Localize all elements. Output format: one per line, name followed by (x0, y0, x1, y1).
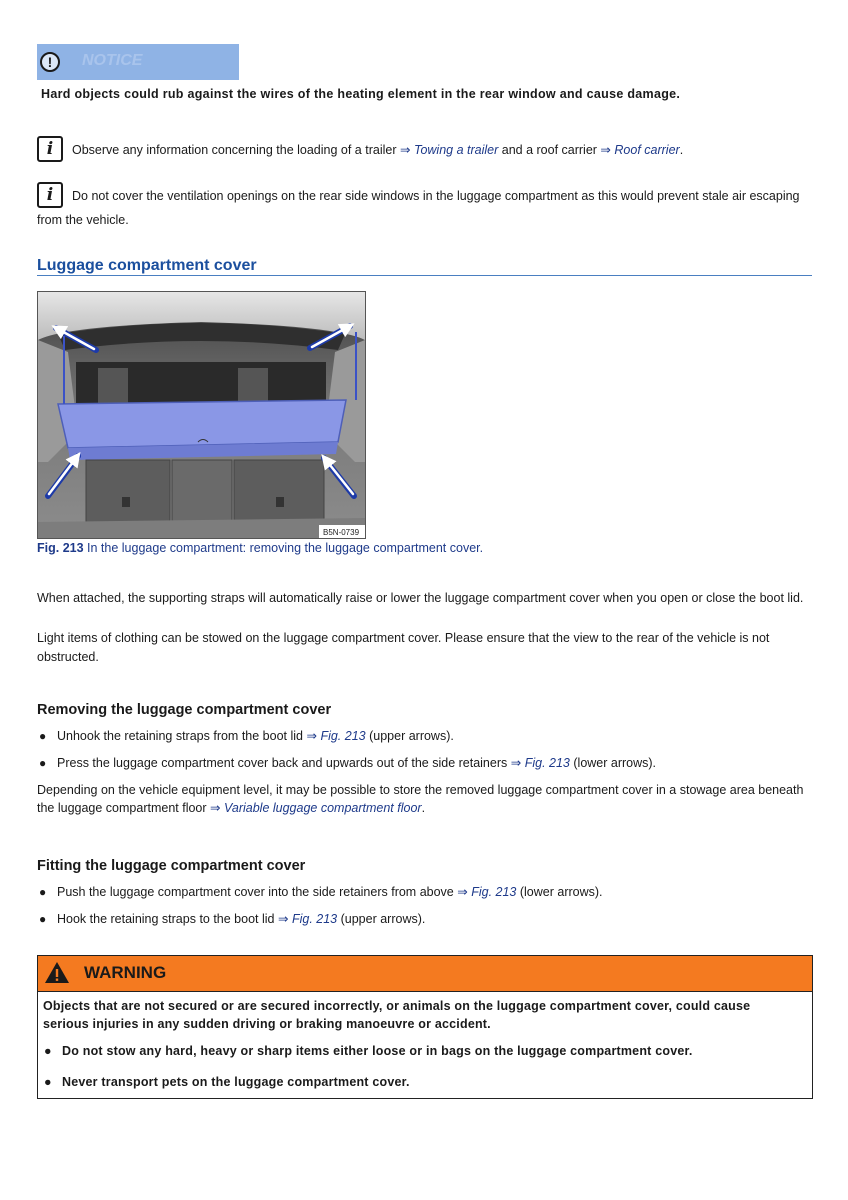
notice-text: Hard objects could rub against the wires of the heating element in the rear window and cause damage. (41, 87, 681, 101)
removing-heading: Removing the luggage compartment cover (37, 702, 332, 718)
removing-bullet-2 (57, 754, 656, 772)
info-note-ventilation-line2: from the vehicle. (37, 213, 129, 227)
info-icon: i (37, 136, 63, 162)
notice-title: NOTICE (82, 52, 143, 69)
link-fig-213[interactable]: Fig. 213 (291, 912, 338, 926)
bullet-text: (lower arrows). (519, 885, 603, 899)
bullet-icon: ● (39, 885, 47, 899)
bullet-icon: ● (39, 756, 47, 770)
section-heading: Luggage compartment cover (37, 257, 257, 274)
info-text: . (679, 143, 684, 157)
bullet-icon: ● (39, 912, 47, 926)
bullet-text: Unhook the retaining straps from the boot lid (57, 729, 303, 743)
reference-arrow: ⇒ (600, 143, 611, 157)
warning-bullet-2: Never transport pets on the luggage compartment cover. (62, 1075, 410, 1089)
bullet-icon: ● (44, 1044, 52, 1058)
removing-paragraph-line2 (37, 799, 425, 817)
paragraph-text: the luggage compartment floor (37, 801, 207, 815)
link-variable-luggage-floor[interactable]: Variable luggage compartment floor (224, 801, 422, 815)
removing-paragraph-line1: Depending on the vehicle equipment level, it may be possible to store the removed luggage compartment cover in a stowage area beneath (37, 783, 804, 797)
paragraph-clothing-line2: obstructed. (37, 650, 99, 664)
reference-arrow: ⇒ (277, 912, 289, 926)
luggage-compartment-illustration (38, 292, 365, 538)
reference-arrow: ⇒ (210, 801, 221, 815)
info-icon: i (37, 182, 63, 208)
fitting-bullet-1 (57, 883, 603, 901)
reference-arrow: ⇒ (510, 756, 522, 770)
info-text: and a roof carrier (501, 143, 597, 157)
link-fig-213[interactable]: Fig. 213 (320, 729, 366, 743)
removing-bullet-1 (57, 727, 454, 745)
bullet-text: Press the luggage compartment cover back and upwards out of the side retainers (57, 756, 508, 770)
warning-intro-line1: Objects that are not secured or are secured incorrectly, or animals on the luggage compartment cover, could cause (43, 999, 751, 1013)
reference-arrow: ⇒ (306, 729, 317, 743)
bullet-text: Hook the retaining straps to the boot lid (57, 912, 275, 926)
bullet-text: Push the luggage compartment cover into the side retainers from above (57, 885, 454, 899)
bullet-text: (lower arrows). (573, 756, 657, 770)
reference-arrow: ⇒ (399, 143, 411, 157)
figure-luggage-cover (37, 291, 366, 539)
warning-intro-line2: serious injuries in any sudden driving or braking manoeuvre or accident. (43, 1017, 491, 1031)
link-roof-carrier[interactable]: Roof carrier (614, 143, 680, 157)
link-fig-213[interactable]: Fig. 213 (471, 885, 517, 899)
figure-caption (37, 541, 483, 555)
figure-code: B5N-0739 (323, 528, 360, 537)
fitting-heading: Fitting the luggage compartment cover (37, 858, 306, 874)
figure-caption-text: In the luggage compartment: removing the luggage compartment cover. (87, 541, 484, 555)
figure-caption-label: Fig. 213 (37, 541, 84, 555)
paragraph-clothing-line1: Light items of clothing can be stowed on the luggage compartment cover. Please ensure that the view to the rear of the vehicle is not (37, 631, 770, 645)
section-divider (37, 275, 812, 276)
fitting-bullet-2 (57, 910, 425, 928)
bullet-icon: ● (39, 729, 47, 743)
warning-title: WARNING (84, 963, 167, 982)
exclamation-circle-icon: ! (40, 52, 60, 72)
link-towing-a-trailer[interactable]: Towing a trailer (413, 143, 499, 157)
info-note-ventilation-line1: Do not cover the ventilation openings on the rear side windows in the luggage compartment as this would prevent stale air escaping (72, 189, 800, 203)
warning-triangle-icon (44, 961, 70, 984)
link-fig-213[interactable]: Fig. 213 (524, 756, 570, 770)
paragraph-text: . (421, 801, 426, 815)
bullet-text: (upper arrows). (369, 729, 454, 743)
bullet-icon: ● (44, 1075, 52, 1089)
bullet-text: (upper arrows). (340, 912, 426, 926)
info-note-trailer (72, 141, 683, 159)
info-text: Observe any information concerning the loading of a trailer (72, 143, 397, 157)
paragraph-straps: When attached, the supporting straps will automatically raise or lower the luggage compartment cover when you open or close the boot lid. (37, 591, 804, 605)
reference-arrow: ⇒ (457, 885, 468, 899)
warning-bullet-1: Do not stow any hard, heavy or sharp items either loose or in bags on the luggage compartment cover. (62, 1044, 693, 1058)
